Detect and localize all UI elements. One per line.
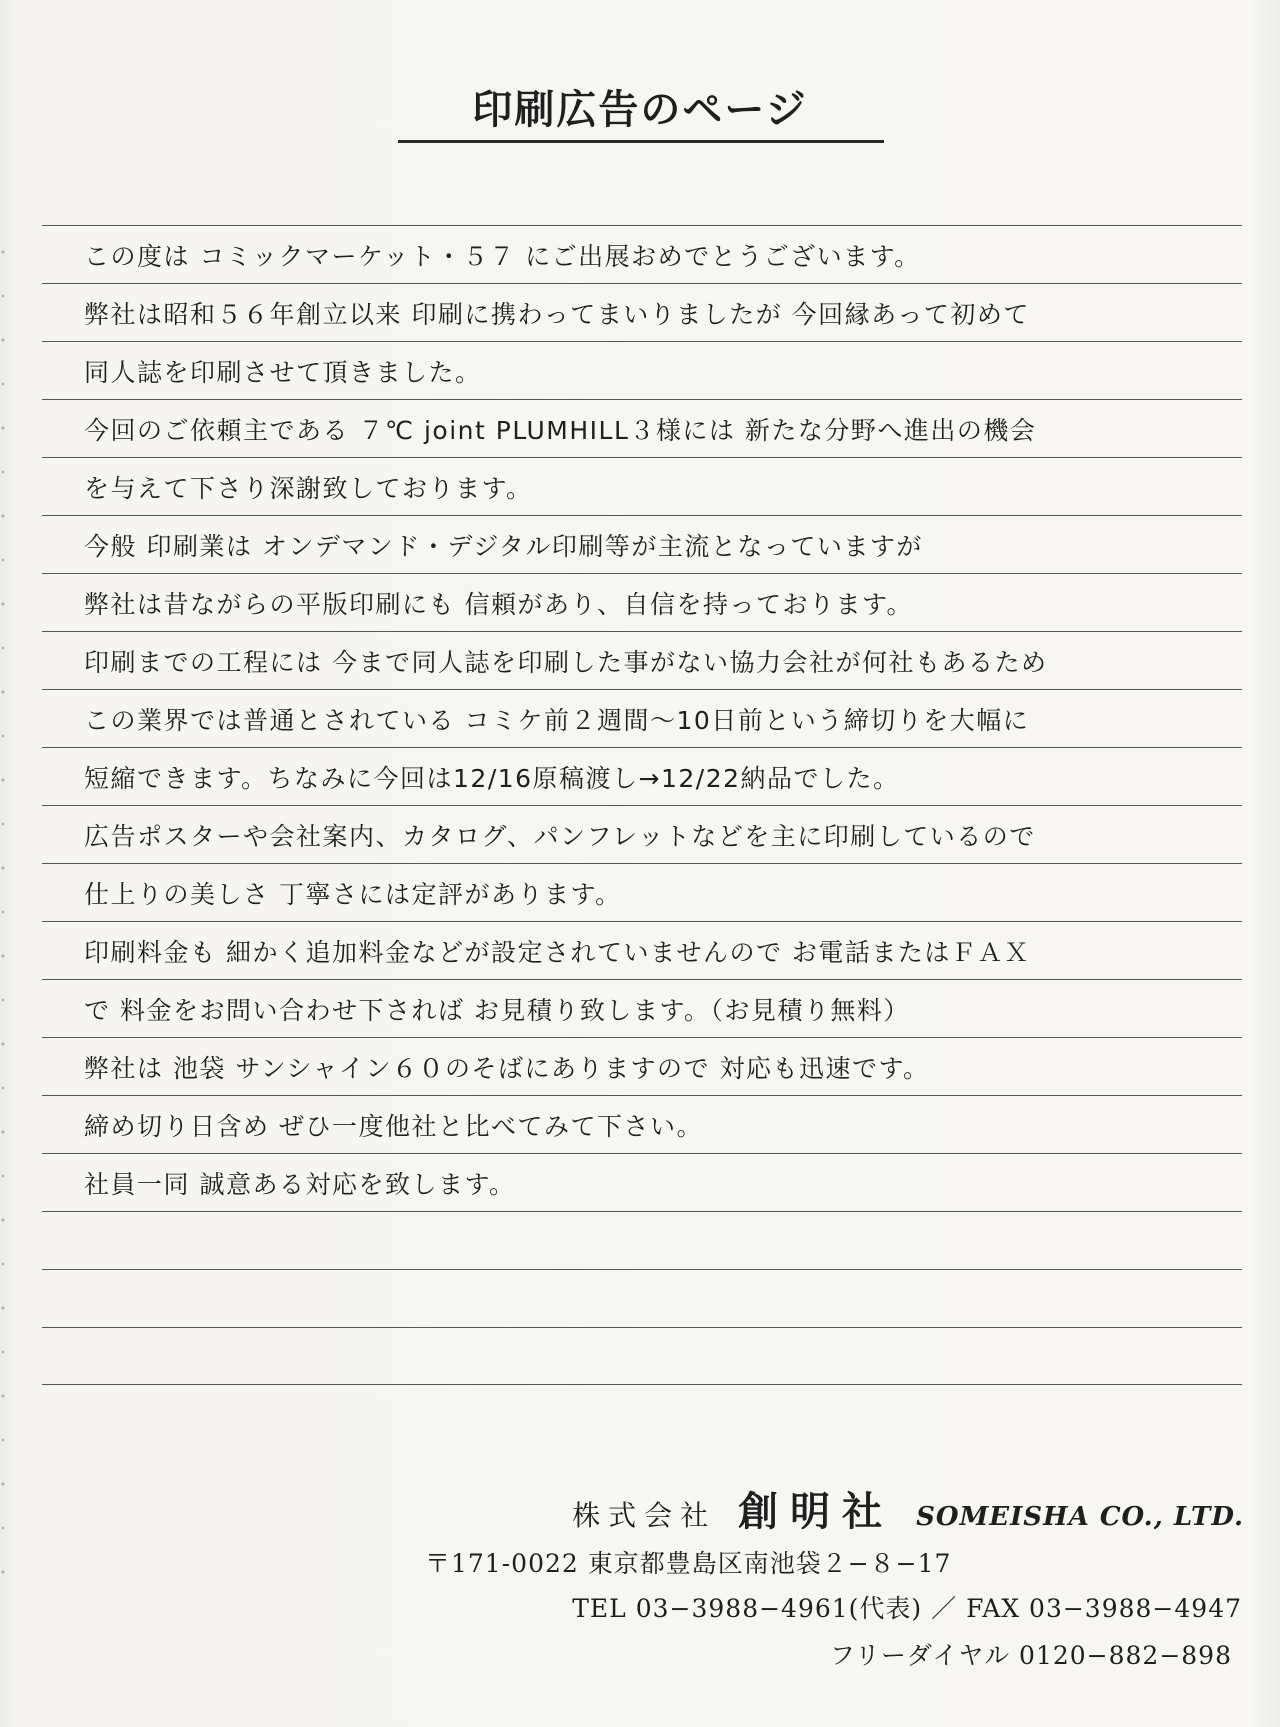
text-line: 仕上りの美しさ 丁寧さには定評があります。 [42, 863, 1242, 921]
company-type: 株式会社 [572, 1499, 717, 1532]
company-address: 〒171-0022 東京都豊島区南池袋２−８−17 [425, 1549, 952, 1578]
text-line: 印刷料金も 細かく追加料金などが設定されていませんので お電話またはＦＡＸ [42, 921, 1242, 979]
text-line: 弊社は 池袋 サンシャイン６０のそばにありますので 対応も迅速です。 [42, 1037, 1242, 1095]
text-line: 弊社は昔ながらの平版印刷にも 信頼があり、自信を持っております。 [42, 573, 1242, 631]
ruled-text-block [42, 225, 1242, 1385]
text-line: 弊社は昭和５６年創立以来 印刷に携わってまいりましたが 今回縁あって初めて [42, 283, 1242, 341]
text-line: を与えて下さり深謝致しております。 [42, 457, 1242, 515]
text-line-blank [42, 1211, 1242, 1269]
binding-holes [0, 230, 6, 1610]
text-line: 短縮できます。ちなみに今回は12/16原稿渡し→12/22納品でした。 [42, 747, 1242, 805]
text-line: 同人誌を印刷させて頂きました。 [42, 341, 1242, 399]
text-line-blank [42, 1269, 1242, 1327]
company-tel-fax: TEL 03−3988−4961(代表) ／ FAX 03−3988−4947 [572, 1594, 1242, 1623]
text-line: この度は コミックマーケット・５７ にご出展おめでとうございます。 [42, 225, 1242, 283]
company-free-dial: フリーダイヤル 0120−882−898 [829, 1641, 1232, 1670]
text-line: で 料金をお問い合わせ下されば お見積り致します。（お見積り無料） [42, 979, 1242, 1037]
text-line-blank [42, 1327, 1242, 1385]
text-line: 今般 印刷業は オンデマンド・デジタル印刷等が主流となっていますが [42, 515, 1242, 573]
text-line: 印刷までの工程には 今まで同人誌を印刷した事がない協力会社が何社もあるため [42, 631, 1242, 689]
company-name-jp: 創明社 [738, 1488, 895, 1535]
text-line: 締め切り日含め ぜひ一度他社と比べてみて下さい。 [42, 1095, 1242, 1153]
company-name-en: SOMEISHA CO., LTD. [916, 1502, 1244, 1532]
page-title: 印刷広告のページ [472, 87, 808, 133]
text-line: この業界では普通とされている コミケ前２週間〜10日前という締切りを大幅に [42, 689, 1242, 747]
title-underline [398, 140, 884, 143]
text-line: 社員一同 誠意ある対応を致します。 [42, 1153, 1242, 1211]
text-line: 広告ポスターや会社案内、カタログ、パンフレットなどを主に印刷しているので [42, 805, 1242, 863]
text-line: 今回のご依頼主である ７℃ joint PLUMHILL３様には 新たな分野へ進出の機会 [42, 399, 1242, 457]
company-name-block [572, 1480, 1244, 1537]
